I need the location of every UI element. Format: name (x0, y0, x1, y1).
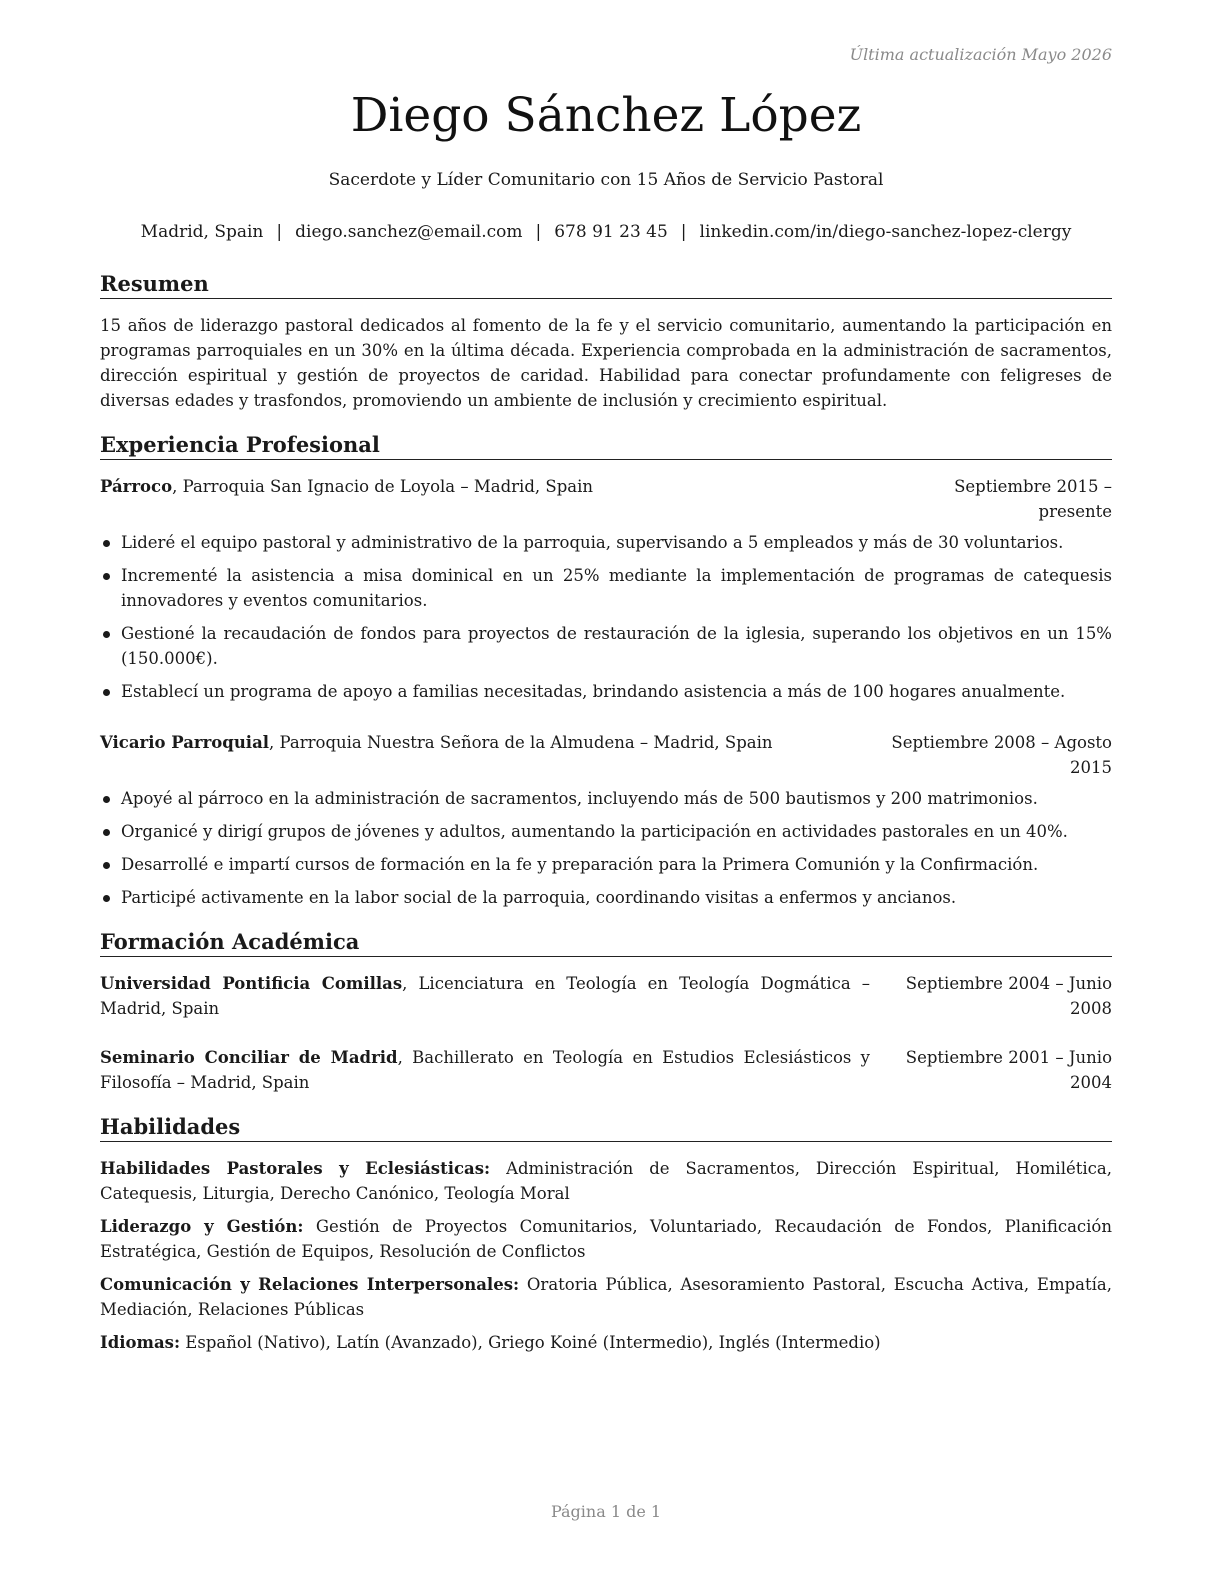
list-item: Establecí un programa de apoyo a familias necesitadas, brindando asistencia a más de 100 hogares anualmente. (100, 679, 1112, 704)
bullet-icon (103, 796, 110, 803)
skill-row (100, 1272, 1112, 1322)
contact-location: Madrid, Spain (140, 222, 264, 242)
skill-value: Gestión de Proyectos Comunitarios, Voluntariado, Recaudación de Fondos, Planificación Estratégica, Gestión de Equipos, Resolución de Conflictos (100, 1217, 1112, 1261)
list-item: Gestioné la recaudación de fondos para proyectos de restauración de la iglesia, superando los objetivos en un 15% (150.000€). (100, 621, 1112, 671)
candidate-name: Diego Sánchez López (350, 88, 862, 143)
job-bullets (100, 786, 1112, 910)
list-item: Organicé y dirigí grupos de jóvenes y adultos, aumentando la participación en actividades pastorales en un 40%. (100, 819, 1112, 844)
list-item: Apoyé al párroco en la administración de sacramentos, incluyendo más de 500 bautismos y 200 matrimonios. (100, 786, 1112, 811)
skill-value: Administración de Sacramentos, Dirección Espiritual, Homilética, Catequesis, Liturgia, Derecho Canónico, Teología Moral (100, 1159, 1112, 1203)
job-role: Párroco (100, 477, 173, 496)
contact-phone: 678 91 23 45 (554, 222, 668, 242)
bullet-icon (103, 631, 110, 638)
education-detail: , Bachillerato en Teología en Estudios Eclesiásticos y Filosofía – Madrid, Spain (100, 1048, 870, 1092)
bullet-icon (103, 540, 110, 547)
job-dates: Septiembre 2008 – Agosto 2015 (891, 733, 1112, 777)
list-item: Incrementé la asistencia a misa dominical en un 25% mediante la implementación de programas de catequesis innovadores y eventos comunitarios. (100, 563, 1112, 613)
education-detail: , Licenciatura en Teología en Teología Dogmática – Madrid, Spain (100, 974, 870, 1018)
skill-value: Español (Nativo), Latín (Avanzado), Griego Koiné (Intermedio), Inglés (Intermedio) (180, 1333, 881, 1352)
education-dates: Septiembre 2001 – Junio 2004 (905, 1048, 1112, 1092)
section-title-skills: Habilidades (100, 1113, 1112, 1142)
contact-separator: | (276, 222, 283, 242)
contact-email[interactable]: diego.sanchez@email.com (295, 222, 523, 242)
bullet-icon (103, 895, 110, 902)
skill-label: Comunicación y Relaciones Interpersonales: (100, 1275, 520, 1294)
page-number: Página 1 de 1 (550, 1502, 662, 1521)
bullet-icon (103, 573, 110, 580)
skill-row (100, 1214, 1112, 1264)
contact-separator: | (680, 222, 687, 242)
resume-content (100, 270, 1112, 1363)
job-dates: Septiembre 2015 – presente (954, 477, 1112, 521)
skill-label: Idiomas: (100, 1333, 181, 1352)
last-updated: Última actualización Mayo 2026 (849, 45, 1112, 64)
bullet-icon (103, 829, 110, 836)
job-org: , Parroquia San Ignacio de Loyola – Madrid, Spain (172, 477, 593, 496)
education-school: Seminario Conciliar de Madrid (100, 1048, 398, 1067)
job-bullets (100, 530, 1112, 704)
summary-text: 15 años de liderazgo pastoral dedicados al fomento de la fe y el servicio comunitario, aumentando la participación en programas parroquiales en un 30% en la última década. Experiencia comprobada en la administración de sacramentos, dirección espiritual y gestión de proyectos de caridad. Habilidad para conectar profundamente con feligreses de diversas edades y trasfondos, promoviendo un ambiente de inclusión y crecimiento espiritual. (100, 316, 1112, 410)
job-header (100, 730, 1112, 780)
job-org: , Parroquia Nuestra Señora de la Almudena – Madrid, Spain (269, 733, 773, 752)
job-header (100, 474, 1112, 524)
section-title-summary: Resumen (100, 270, 1112, 299)
skill-row (100, 1156, 1112, 1206)
section-title-experience: Experiencia Profesional (100, 431, 1112, 460)
skill-row (100, 1330, 1112, 1355)
skill-label: Liderazgo y Gestión: (100, 1217, 304, 1236)
education-school: Universidad Pontificia Comillas (100, 974, 403, 993)
skill-value: Oratoria Pública, Asesoramiento Pastoral, Escucha Activa, Empatía, Mediación, Relaciones Públicas (100, 1275, 1113, 1319)
education-entry (100, 1045, 1112, 1095)
tagline: Sacerdote y Líder Comunitario con 15 Años de Servicio Pastoral (328, 170, 884, 190)
resume-page (100, 0, 1112, 1584)
list-item: Participé activamente en la labor social de la parroquia, coordinando visitas a enfermos y ancianos. (100, 885, 1112, 910)
job-entry (100, 474, 1112, 704)
education-entry (100, 971, 1112, 1021)
list-item: Lideré el equipo pastoral y administrativo de la parroquia, supervisando a 5 empleados y más de 30 voluntarios. (100, 530, 1112, 555)
list-item: Desarrollé e impartí cursos de formación en la fe y preparación para la Primera Comunión y la Confirmación. (100, 852, 1112, 877)
skill-label: Habilidades Pastorales y Eclesiásticas: (100, 1159, 491, 1178)
contact-line (100, 220, 1112, 244)
contact-separator: | (535, 222, 542, 242)
education-dates: Septiembre 2004 – Junio 2008 (905, 974, 1112, 1018)
job-role: Vicario Parroquial (100, 733, 270, 752)
bullet-icon (103, 689, 110, 696)
section-title-education: Formación Académica (100, 928, 1112, 957)
contact-linkedin[interactable]: linkedin.com/in/diego-sanchez-lopez-clergy (699, 222, 1072, 242)
job-entry (100, 730, 1112, 910)
bullet-icon (103, 862, 110, 869)
